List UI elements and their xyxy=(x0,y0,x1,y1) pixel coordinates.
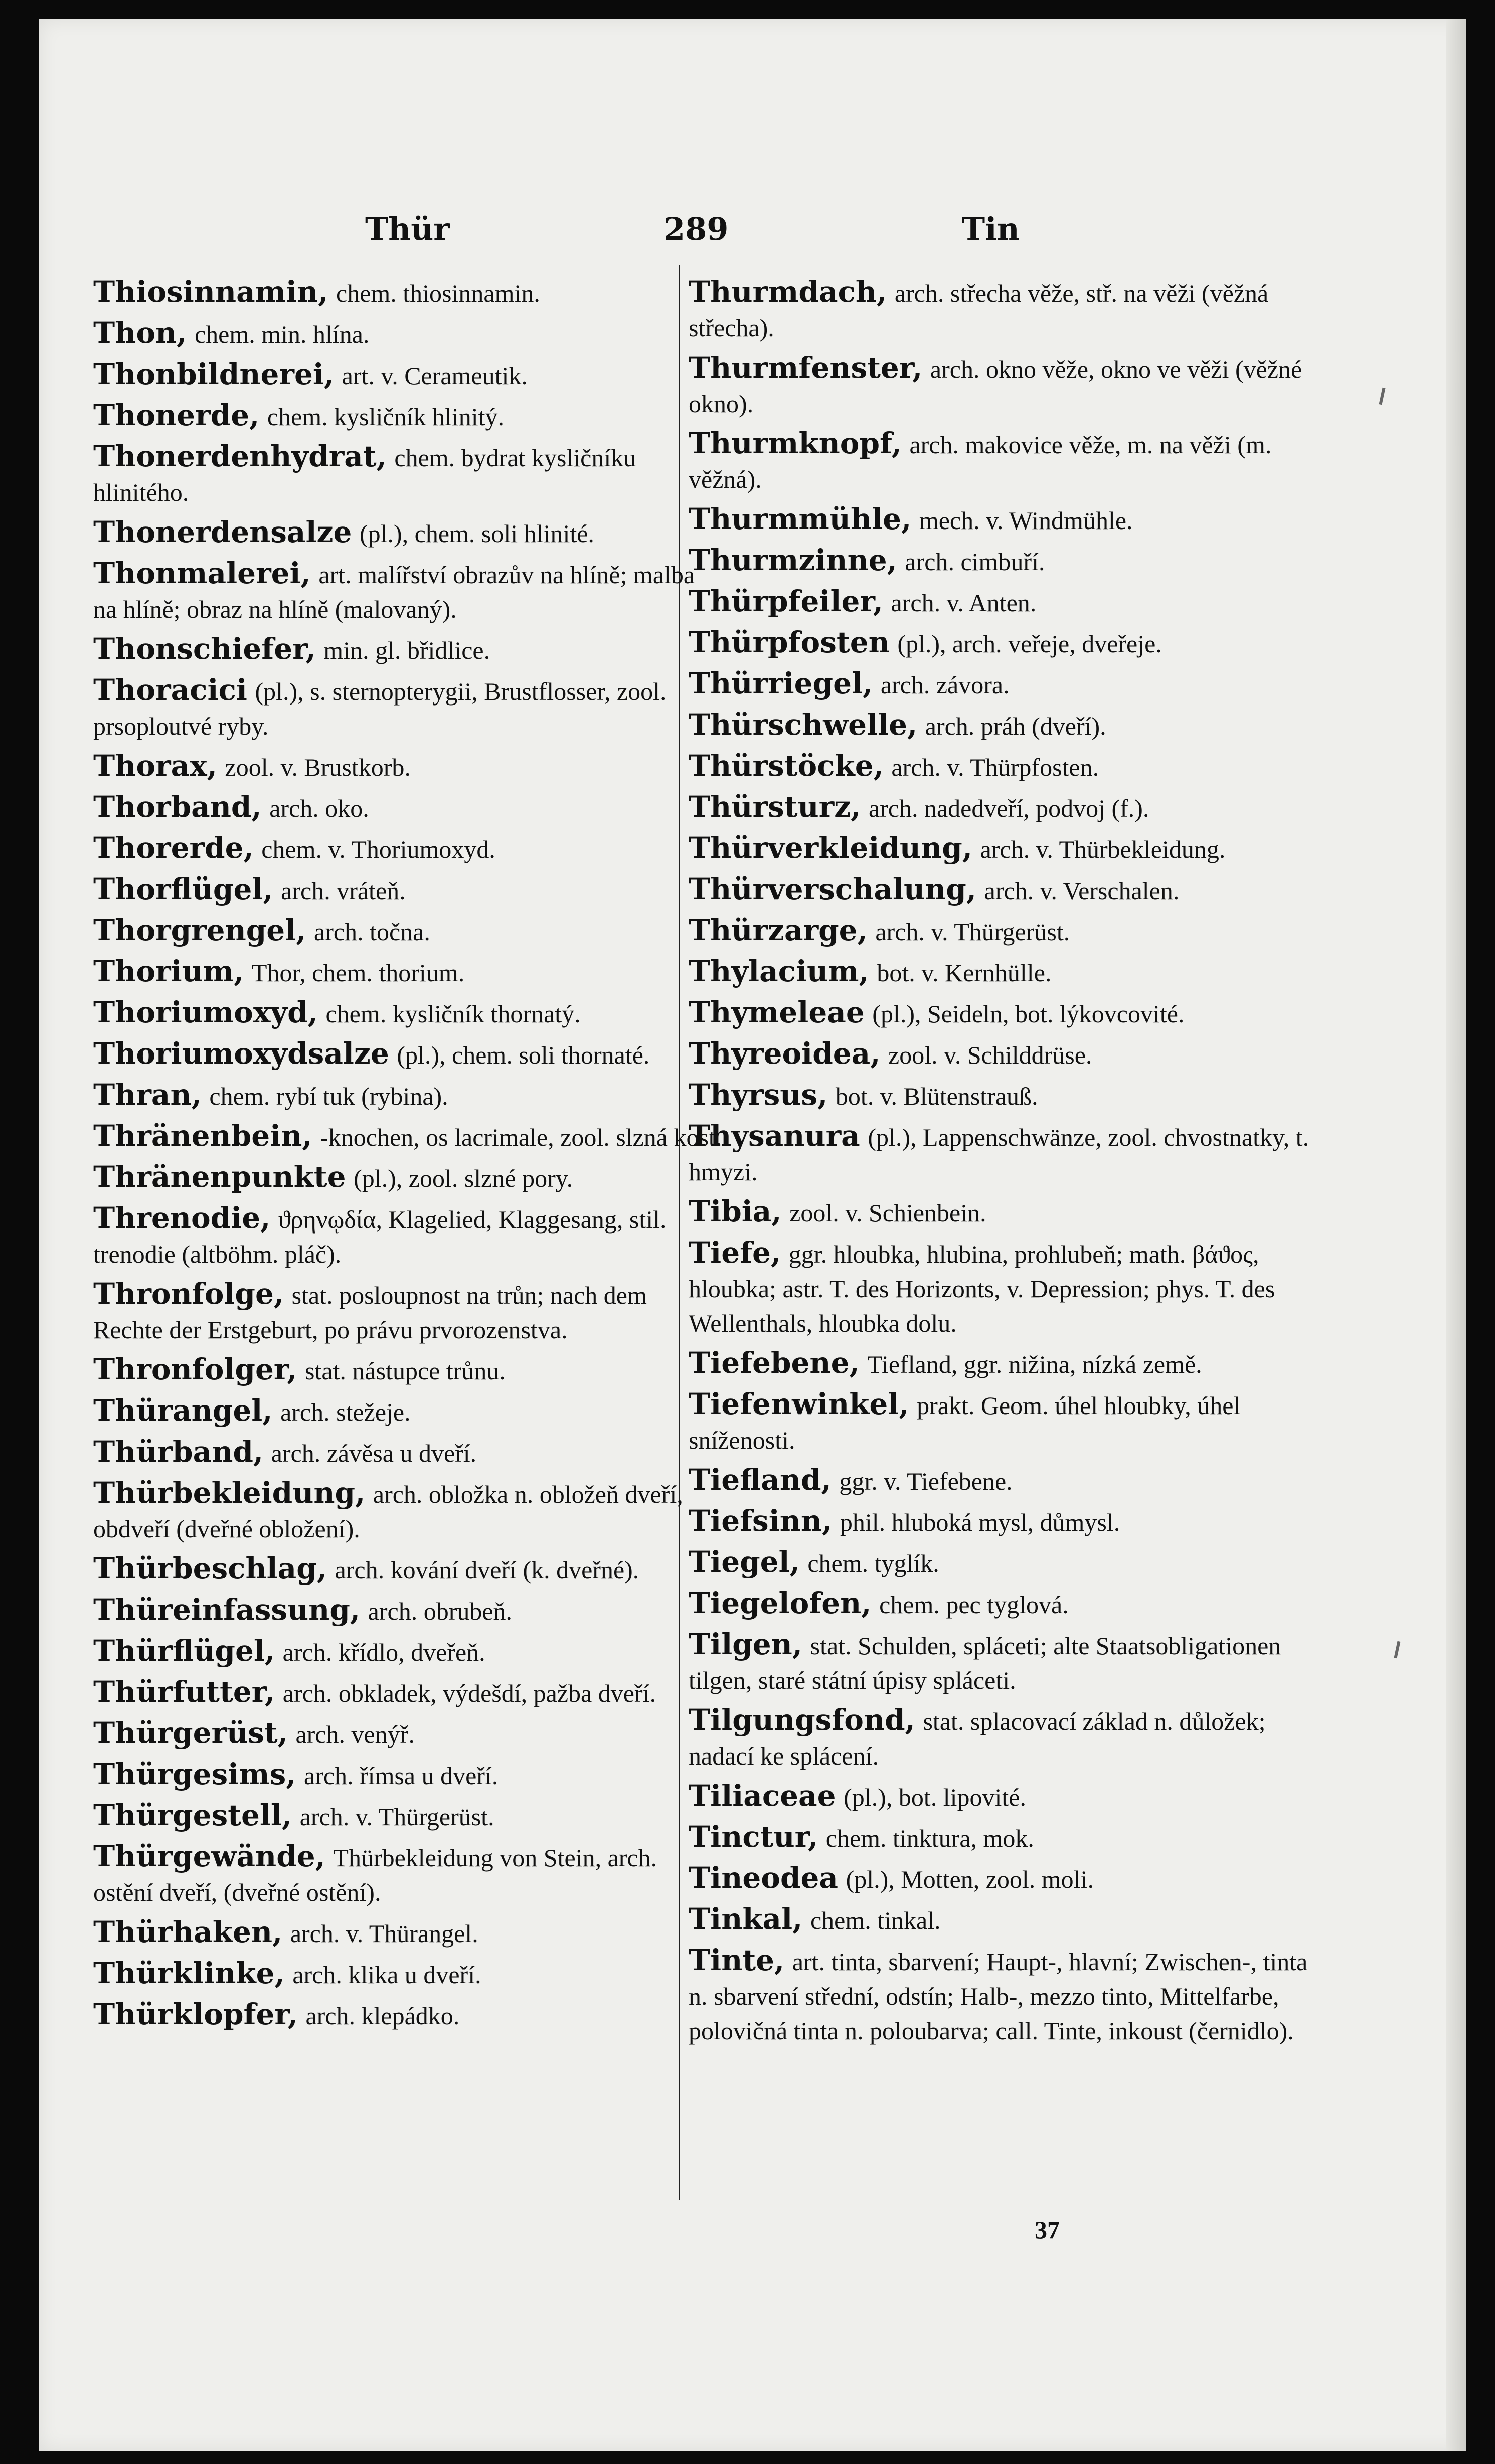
entry-definition: Tiefland, ggr. nižina, nízká země. xyxy=(867,1350,1202,1378)
page-number: 289 xyxy=(663,211,729,247)
dictionary-entry xyxy=(93,749,723,785)
entry-headword: Tiliaceae xyxy=(689,1779,836,1813)
entry-headword: Thürriegel, xyxy=(689,666,873,700)
dictionary-entry xyxy=(93,1435,723,1471)
entry-headword: Thyrsus, xyxy=(689,1078,828,1112)
entry-headword: Thürverkleidung, xyxy=(689,831,973,865)
entry-definition: (pl.), zool. slzné pory. xyxy=(354,1164,573,1192)
dictionary-entry xyxy=(93,1277,723,1347)
entry-headword: Thon, xyxy=(93,316,187,350)
entry-definition: ggr. hloubka, hlubina, prohlubeň; math. βάϑος, hloubka; astr. T. des Horizonts, v. Depression; phys. T. des Wellenthals, hloubka dolu. xyxy=(689,1240,1275,1337)
entry-headword: Thran, xyxy=(93,1078,202,1112)
dictionary-entry xyxy=(93,1915,723,1951)
entry-definition: (pl.), chem. soli hlinité. xyxy=(359,519,594,548)
entry-definition: ggr. v. Tiefebene. xyxy=(839,1467,1013,1495)
book-page xyxy=(39,19,1466,2451)
entry-headword: Thorax, xyxy=(93,749,217,783)
entry-headword: Thürfutter, xyxy=(93,1675,275,1709)
entry-headword: Thürschwelle, xyxy=(689,708,918,742)
entry-headword: Tiefe, xyxy=(689,1236,781,1270)
dictionary-entry xyxy=(93,1634,723,1670)
entry-definition: arch. římsa u dveří. xyxy=(304,1762,499,1790)
header-right-word: Tin xyxy=(962,211,1020,247)
entry-headword: Thürverschalung, xyxy=(689,872,977,906)
dictionary-entry xyxy=(689,954,1325,990)
entry-headword: Tiefsinn, xyxy=(689,1504,833,1538)
entry-definition: arch. závora. xyxy=(880,671,1010,699)
entry-headword: Thyreoidea, xyxy=(689,1036,881,1071)
entry-definition: art. malířství obrazův na hlíně; malba na hlíně; obraz na hlíně (malovaný). xyxy=(93,561,695,623)
dictionary-entry xyxy=(689,995,1325,1031)
entry-definition: chem. rybí tuk (rybina). xyxy=(209,1082,448,1110)
entry-definition: chem. bydrat kysličníku hlinitého. xyxy=(93,444,636,506)
entry-definition: zool. v. Schilddrüse. xyxy=(888,1041,1092,1069)
entry-headword: Thürgestell, xyxy=(93,1798,292,1832)
dictionary-entry xyxy=(93,1393,723,1430)
entry-definition: (pl.), Seideln, bot. lýkovcovité. xyxy=(872,1000,1185,1028)
dictionary-entry xyxy=(93,1956,723,1992)
dictionary-entry xyxy=(689,543,1325,579)
entry-definition: chem. min. hlína. xyxy=(194,320,370,348)
dictionary-entry xyxy=(93,1675,723,1711)
entry-definition: (pl.), chem. soli thornaté. xyxy=(397,1041,650,1069)
entry-headword: Thonerdenhydrat, xyxy=(93,439,387,473)
entry-definition: chem. thiosinnamin. xyxy=(336,279,540,307)
dictionary-entry xyxy=(689,1902,1325,1938)
entry-headword: Tiegel, xyxy=(689,1545,800,1579)
entry-definition: arch. klepádko. xyxy=(305,2002,460,2030)
print-blemish xyxy=(1379,388,1386,405)
entry-headword: Thürpfeiler, xyxy=(689,584,883,618)
dictionary-entry xyxy=(93,995,723,1031)
dictionary-entry xyxy=(689,831,1325,867)
dictionary-entry xyxy=(689,1861,1325,1897)
dictionary-entry xyxy=(689,1036,1325,1073)
dictionary-entry xyxy=(93,632,723,668)
dictionary-entry xyxy=(689,1943,1325,2048)
dictionary-entry xyxy=(689,1504,1325,1540)
entry-definition: art. tinta, sbarvení; Haupt-, hlavní; Zwischen-, tinta n. sbarvení střední, odstín; Halb-, mezzo tinto, Mittelfarbe, polovičná tinta n. poloubarva; call. Tinte, inkoust (černidlo). xyxy=(689,1948,1308,2045)
entry-headword: Tiefebene, xyxy=(689,1346,860,1380)
entry-definition: bot. v. Kernhülle. xyxy=(877,959,1052,987)
entry-headword: Thürgerüst, xyxy=(93,1716,288,1750)
entry-headword: Thorerde, xyxy=(93,831,254,865)
entry-definition: stat. nástupce trůnu. xyxy=(304,1357,506,1385)
page-edge xyxy=(1446,19,1466,2451)
dictionary-entry xyxy=(93,913,723,949)
running-head xyxy=(39,211,1466,251)
entry-headword: Thurmknopf, xyxy=(689,426,902,460)
entry-headword: Thonbildnerei, xyxy=(93,357,335,391)
entry-headword: Thylacium, xyxy=(689,954,869,988)
entry-definition: arch. obložka n. obložeň dveří, obdveří (dveřné obložení). xyxy=(93,1480,683,1543)
entry-definition: (pl.), s. sternopterygii, Brustflosser, zool. prsoploutvé ryby. xyxy=(93,677,667,740)
entry-definition: arch. v. Thürbekleidung. xyxy=(980,835,1226,863)
dictionary-entry xyxy=(93,1476,723,1546)
entry-headword: Thürband, xyxy=(93,1435,264,1469)
entry-definition: mech. v. Windmühle. xyxy=(919,506,1133,535)
entry-headword: Thürbeschlag, xyxy=(93,1551,327,1586)
dictionary-entry xyxy=(689,1703,1325,1774)
dictionary-entry xyxy=(93,1160,723,1196)
entry-definition: arch. venýř. xyxy=(295,1720,415,1748)
entry-headword: Thronfolge, xyxy=(93,1277,284,1311)
dictionary-entry xyxy=(93,1798,723,1834)
entry-headword: Threnodie, xyxy=(93,1201,271,1235)
entry-definition: chem. tyglík. xyxy=(807,1549,939,1577)
dictionary-entry xyxy=(93,1036,723,1073)
entry-headword: Thorgrengel, xyxy=(93,913,306,947)
entry-definition: arch. oko. xyxy=(269,794,369,822)
entry-headword: Thürpfosten xyxy=(689,625,890,659)
entry-definition: ϑρηνῳδία, Klagelied, Klaggesang, stil. trenodie (altböhm. pláč). xyxy=(93,1205,667,1268)
entry-definition: arch. závěsa u dveří. xyxy=(271,1439,477,1467)
dictionary-entry xyxy=(93,954,723,990)
entry-definition: bot. v. Blütenstrauß. xyxy=(835,1082,1038,1110)
entry-definition: arch. v. Thürgerüst. xyxy=(875,918,1070,946)
entry-headword: Thorband, xyxy=(93,790,262,824)
dictionary-entry xyxy=(689,1387,1325,1458)
entry-definition: (pl.), Lappenschwänze, zool. chvostnatky, t. hmyzi. xyxy=(689,1123,1309,1186)
entry-definition: prakt. Geom. úhel hloubky, úhel sníženosti. xyxy=(689,1391,1241,1454)
dictionary-entry xyxy=(689,872,1325,908)
dictionary-entry xyxy=(93,316,723,352)
entry-headword: Tibia, xyxy=(689,1194,782,1228)
entry-headword: Thonmalerei, xyxy=(93,556,311,590)
entry-definition: arch. střecha věže, stř. na věži (věžná střecha). xyxy=(689,279,1269,342)
entry-definition: stat. Schulden, spláceti; alte Staatsobligationen tilgen, staré státní úpisy spláceti. xyxy=(689,1632,1281,1694)
dictionary-entry xyxy=(93,1119,723,1155)
entry-definition: arch. v. Thürpfosten. xyxy=(891,753,1099,781)
dictionary-entry xyxy=(93,556,723,627)
dictionary-entry xyxy=(689,1236,1325,1341)
entry-definition: arch. cimbuří. xyxy=(905,548,1045,576)
entry-definition: chem. tinktura, mok. xyxy=(825,1824,1034,1852)
entry-headword: Tiefenwinkel, xyxy=(689,1387,909,1421)
entry-headword: Thoriumoxyd, xyxy=(93,995,318,1029)
dictionary-entry xyxy=(689,749,1325,785)
entry-headword: Thurmmühle, xyxy=(689,502,912,536)
dictionary-entry xyxy=(689,666,1325,702)
entry-definition: arch. v. Thürangel. xyxy=(290,1919,478,1948)
entry-headword: Tilgungsfond, xyxy=(689,1703,915,1737)
entry-definition: (pl.), arch. veřeje, dveřeje. xyxy=(897,630,1162,658)
entry-definition: art. v. Cerameutik. xyxy=(342,362,528,390)
entry-definition: arch. práh (dveří). xyxy=(925,712,1106,740)
dictionary-entry xyxy=(689,625,1325,661)
dictionary-entry xyxy=(689,913,1325,949)
dictionary-entry xyxy=(93,1716,723,1752)
entry-definition: (pl.), Motten, zool. moli. xyxy=(846,1865,1094,1893)
entry-headword: Thoracici xyxy=(93,673,247,707)
dictionary-entry xyxy=(689,1820,1325,1856)
entry-definition: arch. obrubeň. xyxy=(368,1597,513,1625)
entry-definition: arch. točna. xyxy=(314,918,430,946)
entry-headword: Tinte, xyxy=(689,1943,785,1977)
entry-headword: Tinkal, xyxy=(689,1902,803,1936)
entry-headword: Thränenpunkte xyxy=(93,1160,346,1194)
entry-definition: arch. v. Verschalen. xyxy=(984,876,1180,905)
entry-headword: Thürzarge, xyxy=(689,913,868,947)
entry-definition: arch. vráteň. xyxy=(281,876,406,905)
entry-headword: Thürklinke, xyxy=(93,1956,285,1990)
dictionary-entry xyxy=(93,673,723,744)
entry-headword: Thürklopfer, xyxy=(93,1997,298,2031)
entry-headword: Thonerdensalze xyxy=(93,515,352,549)
dictionary-entry xyxy=(93,439,723,510)
dictionary-entry xyxy=(689,1078,1325,1114)
entry-definition: -knochen, os lacrimale, zool. slzná kost. xyxy=(320,1123,722,1151)
entry-headword: Thürgewände, xyxy=(93,1839,325,1873)
entry-headword: Thürgesims, xyxy=(93,1757,296,1791)
entry-definition: zool. v. Schienbein. xyxy=(789,1199,986,1227)
entry-definition: phil. hluboká mysl, důmysl. xyxy=(840,1508,1120,1536)
entry-headword: Tineodea xyxy=(689,1861,838,1895)
entry-definition: arch. nadedveří, podvoj (f.). xyxy=(868,794,1149,822)
header-left-word: Thür xyxy=(365,211,450,247)
entry-definition: arch. stežeje. xyxy=(280,1398,411,1426)
dictionary-entry xyxy=(93,1352,723,1388)
dictionary-entry xyxy=(689,1586,1325,1622)
entry-definition: Thor, chem. thorium. xyxy=(251,959,465,987)
entry-headword: Thürhaken, xyxy=(93,1915,283,1949)
entry-definition: arch. obkladek, výdešdí, pažba dveří. xyxy=(282,1679,656,1707)
signature-mark: 37 xyxy=(1035,2216,1060,2244)
dictionary-entry xyxy=(689,1779,1325,1815)
entry-headword: Thürangel, xyxy=(93,1393,273,1428)
dictionary-entry xyxy=(689,1194,1325,1230)
dictionary-entry xyxy=(93,1757,723,1793)
entry-definition: chem. kysličník thornatý. xyxy=(325,1000,581,1028)
dictionary-entry xyxy=(689,1119,1325,1189)
entry-definition: arch. v. Anten. xyxy=(891,589,1037,617)
dictionary-entry xyxy=(93,1078,723,1114)
entry-definition: chem. v. Thoriumoxyd. xyxy=(261,835,495,863)
dictionary-entry xyxy=(93,515,723,551)
entry-definition: arch. křídlo, dveřeň. xyxy=(282,1638,485,1666)
entry-headword: Thronfolger, xyxy=(93,1352,297,1386)
dictionary-entry xyxy=(689,1545,1325,1581)
entry-headword: Thymeleae xyxy=(689,995,865,1029)
dictionary-entry xyxy=(689,350,1325,421)
dictionary-entry xyxy=(93,1593,723,1629)
entry-definition: arch. klika u dveří. xyxy=(292,1961,481,1989)
entry-headword: Thysanura xyxy=(689,1119,860,1153)
dictionary-entry xyxy=(689,708,1325,744)
dictionary-entry xyxy=(93,831,723,867)
dictionary-entry xyxy=(689,1627,1325,1698)
entry-definition: chem. pec tyglová. xyxy=(879,1591,1069,1619)
entry-headword: Thürstöcke, xyxy=(689,749,884,783)
entry-definition: arch. v. Thürgerüst. xyxy=(299,1803,494,1831)
entry-headword: Thorium, xyxy=(93,954,244,988)
entry-headword: Thüreinfassung, xyxy=(93,1593,361,1627)
dictionary-entry xyxy=(93,1551,723,1588)
right-column xyxy=(689,275,1325,2053)
dictionary-entry xyxy=(93,790,723,826)
dictionary-entry xyxy=(689,426,1325,497)
dictionary-entry xyxy=(689,1346,1325,1382)
dictionary-entry xyxy=(93,1201,723,1272)
dictionary-entry xyxy=(689,275,1325,345)
entry-headword: Thurmfenster, xyxy=(689,350,923,385)
dictionary-entry xyxy=(93,357,723,393)
entry-definition: arch. okno věže, okno ve věži (věžné okno). xyxy=(689,355,1302,418)
entry-headword: Thurmzinne, xyxy=(689,543,897,577)
entry-definition: min. gl. břidlice. xyxy=(323,636,490,664)
entry-headword: Tiegelofen, xyxy=(689,1586,872,1620)
entry-headword: Thränenbein, xyxy=(93,1119,312,1153)
entry-headword: Thürsturz, xyxy=(689,790,861,824)
dictionary-entry xyxy=(93,872,723,908)
entry-headword: Tinctur, xyxy=(689,1820,818,1854)
entry-headword: Thorflügel, xyxy=(93,872,273,906)
entry-headword: Thiosinnamin, xyxy=(93,275,328,309)
entry-definition: chem. kysličník hlinitý. xyxy=(267,403,505,431)
entry-headword: Tiefland, xyxy=(689,1463,832,1497)
entry-headword: Thürflügel, xyxy=(93,1634,275,1668)
entry-definition: stat. posloupnost na trůn; nach dem Rechte der Erstgeburt, po právu prvorozenstva. xyxy=(93,1281,647,1344)
entry-definition: arch. kování dveří (k. dveřné). xyxy=(335,1556,639,1584)
dictionary-entry xyxy=(93,1997,723,2033)
dictionary-entry xyxy=(689,584,1325,620)
entry-headword: Thürbekleidung, xyxy=(93,1476,366,1510)
dictionary-entry xyxy=(689,1463,1325,1499)
dictionary-entry xyxy=(689,790,1325,826)
dictionary-entry xyxy=(93,1839,723,1910)
dictionary-entry xyxy=(93,275,723,311)
entry-definition: zool. v. Brustkorb. xyxy=(225,753,411,781)
entry-definition: Thürbekleidung von Stein, arch. ostění dveří, (dveřné ostění). xyxy=(93,1844,657,1906)
dictionary-entry xyxy=(93,398,723,434)
entry-definition: stat. splacovací základ n. důložek; nadací ke splácení. xyxy=(689,1707,1266,1770)
entry-headword: Thoriumoxydsalze xyxy=(93,1036,389,1071)
entry-headword: Thonerde, xyxy=(93,398,260,432)
entry-definition: arch. makovice věže, m. na věži (m. věžná). xyxy=(689,431,1272,493)
entry-headword: Thurmdach, xyxy=(689,275,887,309)
print-blemish xyxy=(1394,1641,1401,1659)
entry-definition: (pl.), bot. lipovité. xyxy=(844,1783,1026,1811)
entry-definition: chem. tinkal. xyxy=(810,1906,941,1934)
left-column xyxy=(93,275,723,2038)
entry-headword: Thonschiefer, xyxy=(93,632,316,666)
entry-headword: Tilgen, xyxy=(689,1627,803,1661)
dictionary-entry xyxy=(689,502,1325,538)
